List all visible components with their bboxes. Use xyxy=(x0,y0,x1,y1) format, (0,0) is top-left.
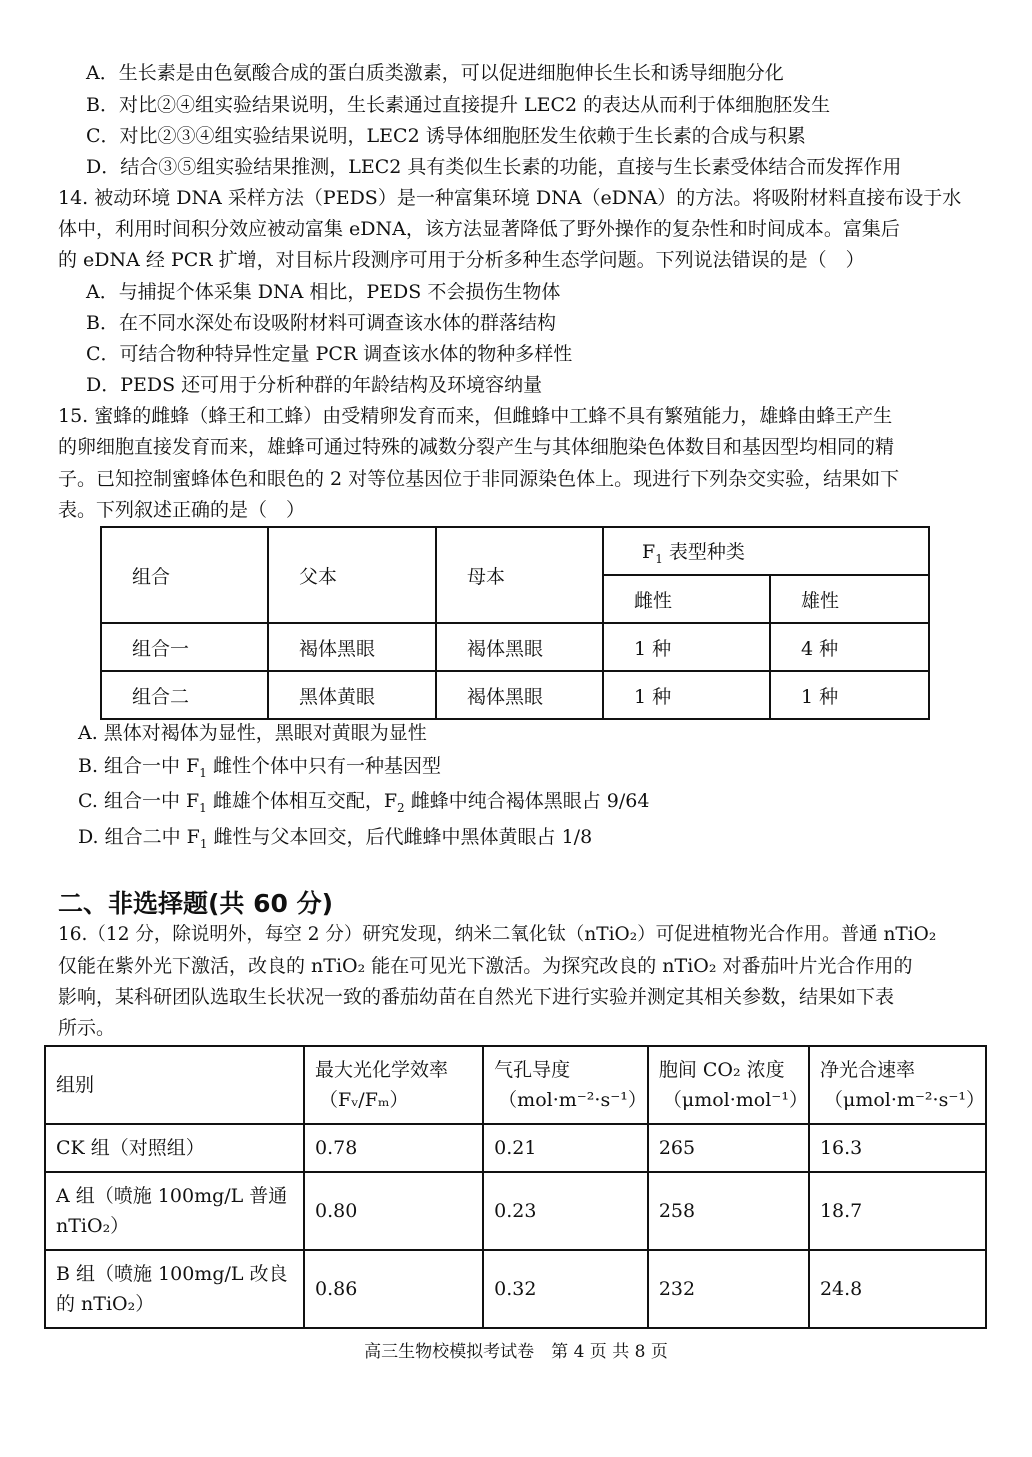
q15-option-c xyxy=(78,786,980,823)
q15-option-b xyxy=(78,751,980,788)
q14-option-c: C．可结合物种特异性定量 PCR 调查该水体的物种多样性 xyxy=(86,343,573,365)
table-cell-group: CK 组（对照组） xyxy=(45,1124,304,1172)
q15-option-d-text-rest: 雌性与父本回交，后代雌蜂中黑体黄眼占 1/8 xyxy=(207,826,593,848)
table-header-group: 组合 xyxy=(101,527,268,623)
q16-stem-line-2: 仅能在紫外光下激活，改良的 nTiO₂ 能在可见光下激活。为探究改良的 nTiO₂ 对番茄叶片光合作用的 xyxy=(58,955,913,977)
subscript: 1 xyxy=(199,800,207,815)
subscript: 1 xyxy=(199,836,208,851)
q14-stem-line-1: 14. 被动环境 DNA 采样方法（PEDS）是一种富集环境 DNA（eDNA）的方法。将吸附材料直接布设于水 xyxy=(58,187,962,209)
table-cell: 18.7 xyxy=(809,1172,986,1250)
q15-option-a: A. 黑体对褐体为显性，黑眼对黄眼为显性 xyxy=(78,722,427,744)
q15-stem-line-4: 表。下列叙述正确的是（ ） xyxy=(58,499,306,521)
header-label: 净光合速率 xyxy=(819,1059,915,1081)
q15-option-d-text: D. 组合二中 F xyxy=(78,826,200,848)
table-header-male: 雄性 xyxy=(770,575,929,623)
q15-cross-table xyxy=(100,526,930,720)
q16-stem-line-1: 16.（12 分，除说明外，每空 2 分）研究发现，纳米二氧化钛（nTiO₂）可促进植物光合作用。普通 nTiO₂ xyxy=(58,924,937,945)
q15-stem-line-1: 15. 蜜蜂的雌蜂（蜂王和工蜂）由受精卵发育而来，但雌蜂中工蜂不具有繁殖能力，雄蜂由蜂王产生 xyxy=(58,405,893,427)
header-label: 气孔导度 xyxy=(494,1059,571,1081)
table-cell: 24.8 xyxy=(809,1250,986,1328)
table-cell: 0.80 xyxy=(304,1172,483,1250)
table-cell: 265 xyxy=(648,1124,809,1172)
table-cell: 232 xyxy=(648,1250,809,1328)
table-cell-group: B 组（喷施 100mg/L 改良的 nTiO₂） xyxy=(45,1250,304,1328)
q14-option-d: D．PEDS 还可用于分析种群的年龄结构及环境容纳量 xyxy=(86,374,543,396)
q16-data-table xyxy=(44,1045,987,1329)
table-row xyxy=(45,1124,986,1172)
table-cell: 1 种 xyxy=(603,623,770,671)
header-unit: （Fᵥ/Fₘ） xyxy=(319,1089,409,1111)
section-title: 二、非选择题(共 60 分) xyxy=(58,889,334,918)
subscript: 1 xyxy=(199,765,207,780)
page-footer: 高三生物校模拟考试卷 第 4 页 共 8 页 xyxy=(364,1342,668,1362)
table-header-co2 xyxy=(648,1046,809,1124)
q13-option-a: A．生长素是由色氨酸合成的蛋白质类激素，可以促进细胞伸长生长和诱导细胞分化 xyxy=(86,62,784,84)
table-cell: 0.23 xyxy=(483,1172,648,1250)
table-cell: 0.86 xyxy=(304,1250,483,1328)
table-header-father: 父本 xyxy=(268,527,436,623)
q15-option-c-text-rest: 雌蜂中纯合褐体黑眼占 9/64 xyxy=(404,790,650,812)
q16-stem-line-4: 所示。 xyxy=(58,1017,116,1039)
table-header-female: 雌性 xyxy=(603,575,770,623)
header-unit: （μmol·m⁻²·s⁻¹） xyxy=(823,1089,985,1111)
table-cell: 褐体黑眼 xyxy=(268,623,436,671)
table-header-f1-phenotypes xyxy=(603,527,929,575)
table-cell: 0.32 xyxy=(483,1250,648,1328)
table-cell: 组合一 xyxy=(101,623,268,671)
table-cell: 4 种 xyxy=(770,623,929,671)
table-cell: 褐体黑眼 xyxy=(436,623,603,671)
q15-option-b-text-rest: 雌性个体中只有一种基因型 xyxy=(206,755,441,777)
q15-option-b-text: B. 组合一中 F xyxy=(78,755,200,777)
q14-stem-line-2: 体中，利用时间积分效应被动富集 eDNA，该方法显著降低了野外操作的复杂性和时间成本。富集后 xyxy=(58,218,900,240)
f1-label-rest: 表型种类 xyxy=(662,540,745,563)
q15-stem-line-2: 的卵细胞直接发育而来，雄蜂可通过特殊的减数分裂产生与其体细胞染色体数目和基因型均相同的精 xyxy=(58,436,895,458)
table-cell: 褐体黑眼 xyxy=(436,671,603,719)
q15-stem-line-3: 子。已知控制蜜蜂体色和眼色的 2 对等位基因位于非同源染色体上。现进行下列杂交实验，结果如下 xyxy=(58,468,900,490)
f1-subscript: 1 xyxy=(655,551,663,566)
table-row xyxy=(45,1172,986,1250)
table-cell: 1 种 xyxy=(770,671,929,719)
f1-label: F xyxy=(642,540,656,563)
table-header-net-rate xyxy=(809,1046,986,1124)
table-cell-group: A 组（喷施 100mg/L 普通 nTiO₂） xyxy=(45,1172,304,1250)
table-header-mother: 母本 xyxy=(436,527,603,623)
q14-stem-line-3: 的 eDNA 经 PCR 扩增，对目标片段测序可用于分析多种生态学问题。下列说法错误的是（ ） xyxy=(58,249,865,271)
table-cell: 16.3 xyxy=(809,1124,986,1172)
table-header-efficiency xyxy=(304,1046,483,1124)
table-cell: 组合二 xyxy=(101,671,268,719)
q13-option-c: C．对比②③④组实验结果说明，LEC2 诱导体细胞胚发生依赖于生长素的合成与积累 xyxy=(86,125,806,147)
q15-option-d xyxy=(78,822,980,859)
table-cell: 0.78 xyxy=(304,1124,483,1172)
table-header-conductance xyxy=(483,1046,648,1124)
q14-option-b: B．在不同水深处布设吸附材料可调查该水体的群落结构 xyxy=(86,312,556,334)
table-cell: 258 xyxy=(648,1172,809,1250)
table-row xyxy=(45,1250,986,1328)
subscript: 2 xyxy=(397,800,405,815)
table-cell: 1 种 xyxy=(603,671,770,719)
table-header-group: 组别 xyxy=(45,1046,304,1124)
q13-option-b: B．对比②④组实验结果说明，生长素通过直接提升 LEC2 的表达从而利于体细胞胚发生 xyxy=(86,94,831,116)
header-unit: （mol·m⁻²·s⁻¹） xyxy=(498,1089,647,1111)
table-header-row xyxy=(45,1046,986,1124)
header-label: 最大光化学效率 xyxy=(315,1059,449,1081)
table-cell: 黑体黄眼 xyxy=(268,671,436,719)
q13-option-d: D．结合③⑤组实验结果推测，LEC2 具有类似生长素的功能，直接与生长素受体结合而发挥作用 xyxy=(86,156,902,178)
q15-option-c-text: C. 组合一中 F xyxy=(78,790,200,812)
q14-option-a: A．与捕捉个体采集 DNA 相比，PEDS 不会损伤生物体 xyxy=(86,281,561,303)
table-cell: 0.21 xyxy=(483,1124,648,1172)
q15-option-c-text-mid: 雌雄个体相互交配，F xyxy=(206,790,398,812)
table-row xyxy=(101,623,929,671)
table-row xyxy=(101,671,929,719)
header-unit: （μmol·mol⁻¹） xyxy=(662,1089,808,1111)
q16-stem-line-3: 影响，某科研团队选取生长状况一致的番茄幼苗在自然光下进行实验并测定其相关参数，结果如下表 xyxy=(58,986,895,1008)
header-label: 胞间 CO₂ 浓度 xyxy=(658,1059,785,1081)
